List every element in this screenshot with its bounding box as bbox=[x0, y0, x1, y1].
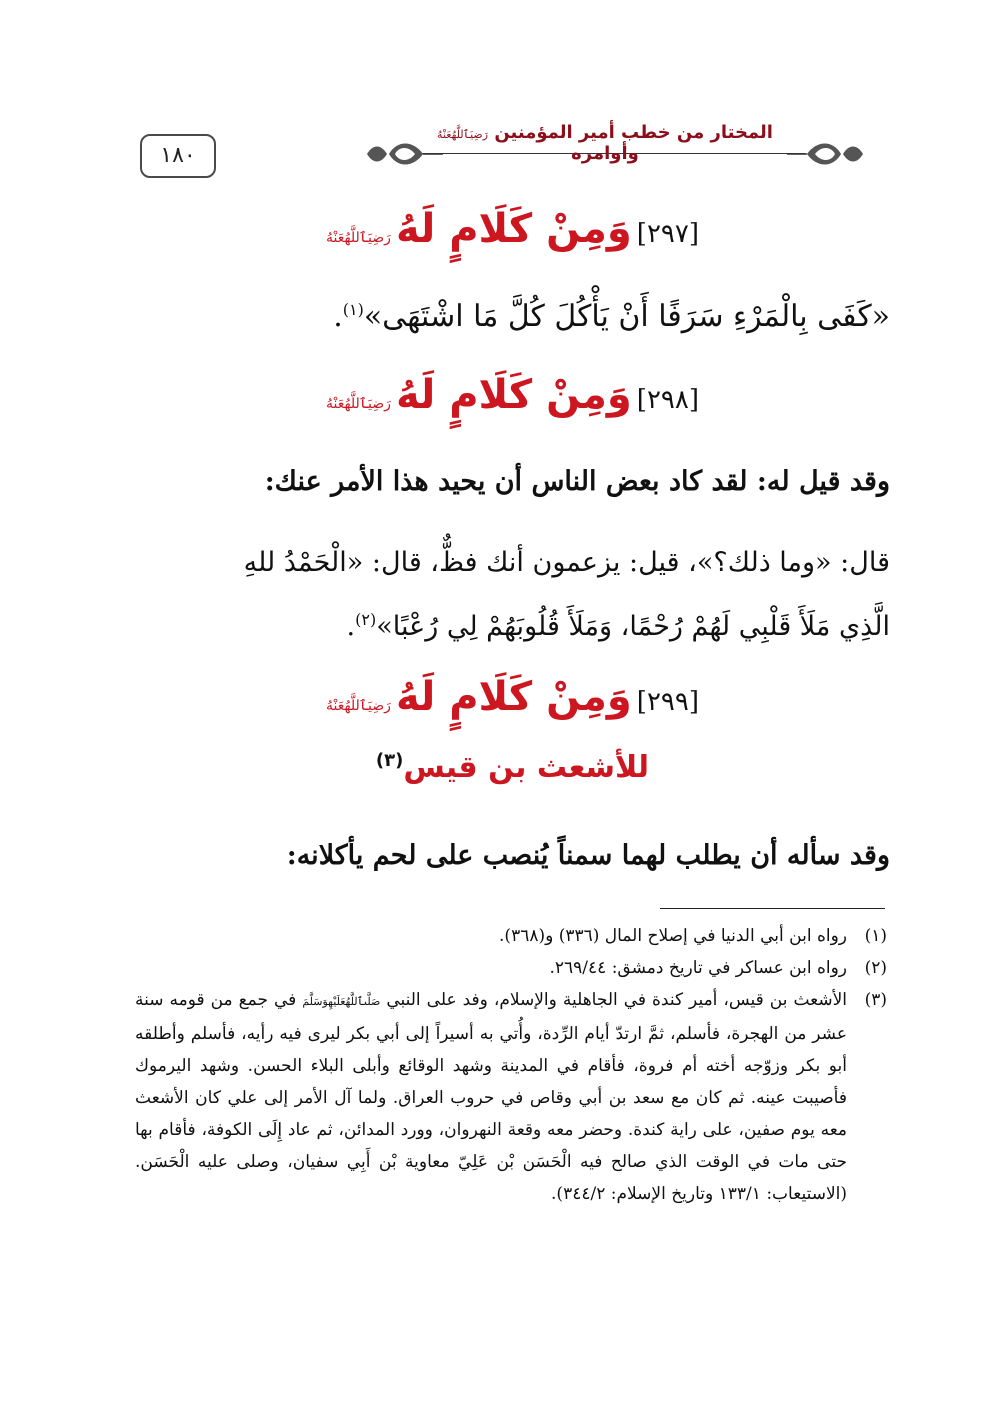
running-title-honorific: رَضِيَٱللَّهُعَنْهُ bbox=[437, 128, 489, 141]
running-title bbox=[405, 122, 805, 164]
footnote-number: (٢) bbox=[864, 958, 887, 978]
footnote-ref-2[interactable]: (٢) bbox=[355, 610, 377, 629]
body-298-line2-end: . bbox=[346, 611, 356, 642]
page-number: ١٨٠ bbox=[140, 134, 216, 178]
section-subtitle-299 bbox=[140, 750, 885, 800]
body-298-line2 bbox=[135, 592, 890, 655]
running-title-text: المختار من خطب أمير المؤمنين bbox=[494, 122, 773, 143]
footnote-number: (١) bbox=[864, 926, 887, 946]
section-heading-297 bbox=[140, 206, 885, 266]
section-heading-299 bbox=[140, 674, 885, 734]
section-honorific: رَضِيَٱللَّهُعَنْهُ bbox=[325, 396, 391, 412]
section-honorific: رَضِيَٱللَّهُعَنْهُ bbox=[325, 230, 391, 246]
body-298-line2-text: الَّذِي مَلَأَ قَلْبِي لَهُمْ رُحْمًا، وَمَلَأَ قُلُوبَهُمْ لِي رُعْبًا» bbox=[376, 611, 890, 642]
footnote-text-a: الأشعث بن قيس، أمير كندة في الجاهلية والإسلام، وفد على النبي bbox=[386, 990, 848, 1010]
section-phrase: وَمِنْ كَلَامٍ لَهُ bbox=[396, 206, 632, 252]
intro-298: وقد قيل له: لقد كاد بعض الناس أن يحيد هذا الأمر عنك: bbox=[264, 466, 890, 497]
section-number: [٢٩٧] bbox=[636, 219, 700, 249]
page-header bbox=[140, 112, 885, 192]
subtitle-text: للأشعث بن قيس bbox=[403, 750, 650, 785]
quote-end: . bbox=[333, 299, 343, 334]
footnote-2 bbox=[135, 952, 887, 984]
footnote-3 bbox=[135, 984, 887, 1210]
footnote-ref-1[interactable]: (١) bbox=[342, 300, 364, 319]
section-phrase: وَمِنْ كَلَامٍ لَهُ bbox=[396, 674, 632, 720]
footnote-separator bbox=[660, 908, 885, 909]
footnote-honorific: صَلَّىٱللَّهُعَلَيْهِوَسَلَّمَ bbox=[302, 995, 381, 1008]
footnote-1 bbox=[135, 920, 887, 952]
quote-text: «كَفَى بِالْمَرْءِ سَرَفًا أَنْ يَأْكُلَ كُلَّ مَا اشْتَهَى» bbox=[363, 299, 890, 334]
running-title-suffix: وأوامره bbox=[571, 143, 639, 164]
footnotes bbox=[135, 920, 887, 1210]
footnote-text-b: في جمع من قومه سنة عشر من الهجرة، فأسلم، ثمَّ ارتدّ أيام الرِّدة، وأُتي به أسيراً إلى أبي بكر ليرى فيه رأيه، فأسلم وأطلقه أبو بكر وزوّجه أخته أم فروة، فأقام في المدينة وشهد الوقائع وأبلى البلاء الحسن. وشهد اليرموك فأصيبت عينه. ثم كان مع سعد بن أبي وقاص في حروب العراق. ولما آل الأمر إلى علي كان الأشعث معه يوم صفين، على راية كندة. وحضر معه وقعة النهروان، وورد المدائن، ثم عاد إِلَى الكوفة، فأقام بها حتى مات في الوقت الذي صالح فيه الْحَسَن بْن عَلِيّ معاوية بْن أَبِي سفيان، وصلى عليه الْحَسَن. (الاستيعاب: ١٣٣/١ وتاريخ الإسلام: ٣٤٤/٢). bbox=[135, 990, 847, 1204]
quote-297 bbox=[135, 278, 890, 349]
section-phrase: وَمِنْ كَلَامٍ لَهُ bbox=[396, 372, 632, 418]
footnote-ref-3[interactable]: (٣) bbox=[375, 750, 404, 771]
section-heading-298 bbox=[140, 372, 885, 432]
footnote-number: (٣) bbox=[864, 990, 887, 1010]
section-number: [٢٩٩] bbox=[636, 687, 700, 717]
body-298-line1: قال: «وما ذلك؟»، قيل: يزعمون أنك فظٌّ، قال: «الْحَمْدُ للهِ bbox=[243, 547, 890, 578]
intro-299: وقد سأله أن يطلب لهما سمناً يُنصب على لحم يأكلانه: bbox=[286, 840, 890, 871]
section-honorific: رَضِيَٱللَّهُعَنْهُ bbox=[325, 698, 391, 714]
section-number: [٢٩٨] bbox=[636, 385, 700, 415]
footnote-text: رواه ابن عساكر في تاريخ دمشق: ٢٦٩/٤٤. bbox=[549, 958, 847, 978]
footnote-text: رواه ابن أبي الدنيا في إصلاح المال (٣٣٦) و(٣٦٨). bbox=[499, 926, 847, 946]
